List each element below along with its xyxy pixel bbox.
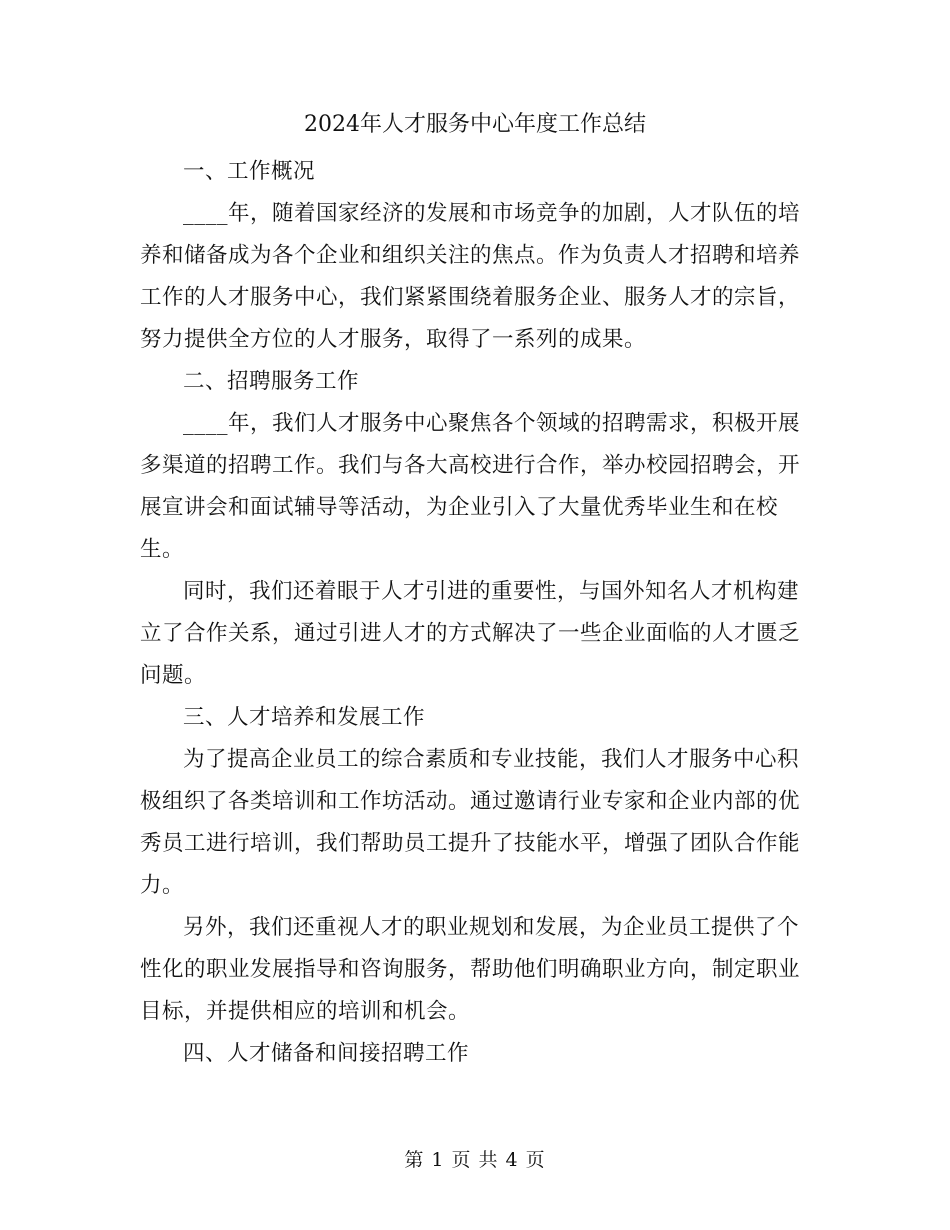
document-title: 2024年人才服务中心年度工作总结 bbox=[304, 112, 646, 137]
paragraph: ____年，随着国家经济的发展和市场竞争的加剧，人才队伍的培养和储备成为各个企业和组织关注的焦点。作为负责人才招聘和培养工作的人才服务中心，我们紧紧围绕着服务企业、服务人才的宗旨，努力提供全方位的人才服务，取得了一系列的成果。 bbox=[140, 201, 801, 352]
section-heading-overview: 一、工作概况 bbox=[183, 159, 316, 184]
paragraph: 另外，我们还重视人才的职业规划和发展，为企业员工提供了个性化的职业发展指导和咨询服务，帮助他们明确职业方向，制定职业目标，并提供相应的培训和机会。 bbox=[140, 915, 801, 1024]
section-heading-reserve: 四、人才储备和间接招聘工作 bbox=[183, 1041, 470, 1066]
paragraph: 同时，我们还着眼于人才引进的重要性，与国外知名人才机构建立了合作关系，通过引进人才的方式解决了一些企业面临的人才匮乏问题。 bbox=[140, 579, 801, 688]
paragraph: ____年，我们人才服务中心聚焦各个领域的招聘需求，积极开展多渠道的招聘工作。我们与各大高校进行合作，举办校园招聘会，开展宣讲会和面试辅导等活动，为企业引入了大量优秀毕业生和在校生。 bbox=[140, 411, 801, 562]
page-number-footer: 第 1 页 共 4 页 bbox=[404, 1149, 546, 1171]
section-heading-recruitment: 二、招聘服务工作 bbox=[183, 369, 360, 394]
paragraph: 为了提高企业员工的综合素质和专业技能，我们人才服务中心积极组织了各类培训和工作坊活动。通过邀请行业专家和企业内部的优秀员工进行培训，我们帮助员工提升了技能水平，增强了团队合作能力。 bbox=[140, 747, 801, 898]
section-heading-training: 三、人才培养和发展工作 bbox=[183, 705, 426, 730]
document-body bbox=[140, 151, 805, 1075]
